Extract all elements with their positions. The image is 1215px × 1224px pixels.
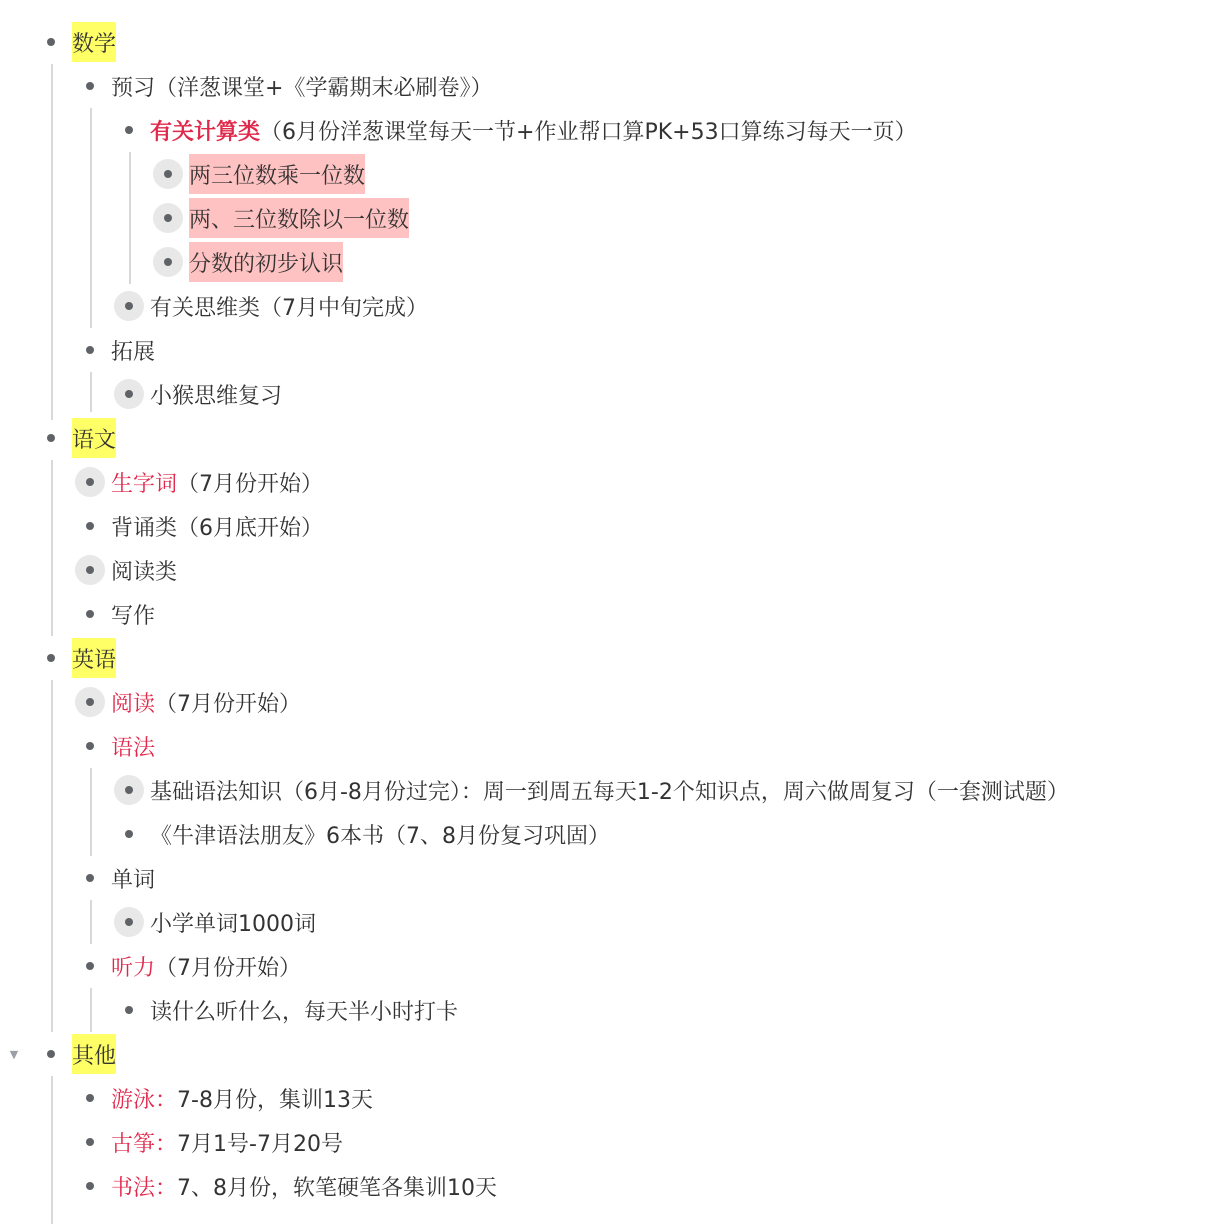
- item-note-english-reading[interactable]: （7月份开始）: [155, 691, 302, 717]
- item-label-math[interactable]: 数学: [72, 22, 116, 62]
- item-note-other-1[interactable]: 7-8月份，集训13天: [177, 1087, 373, 1113]
- outline-item-calc-1[interactable]: [153, 152, 365, 196]
- bullet-dot-icon[interactable]: [75, 1127, 105, 1157]
- guide-line-math: [51, 64, 53, 420]
- bullet-dot-icon[interactable]: [36, 423, 66, 453]
- bullet-dot-icon[interactable]: [114, 115, 144, 145]
- item-note-thinking[interactable]: （7月中旬完成）: [260, 295, 429, 321]
- item-label-english[interactable]: 英语: [72, 638, 116, 678]
- outline-item-chinese-2[interactable]: [75, 504, 323, 548]
- item-label-chinese-2[interactable]: 背诵类（6月底开始）: [111, 515, 323, 541]
- outline-item-other[interactable]: [36, 1032, 116, 1076]
- outline-item-preview[interactable]: [75, 64, 492, 108]
- bullet-dot-icon[interactable]: [75, 71, 105, 101]
- collapsed-bullet-icon[interactable]: [153, 159, 183, 189]
- outline-item-listening[interactable]: [75, 944, 301, 988]
- collapsed-bullet-icon[interactable]: [153, 203, 183, 233]
- outline-item-chinese-4[interactable]: [75, 592, 155, 636]
- outline-item-calc-2[interactable]: [153, 196, 409, 240]
- item-label-listening[interactable]: 听力: [111, 955, 156, 981]
- collapsed-bullet-icon[interactable]: [114, 907, 144, 937]
- bullet-dot-icon[interactable]: [75, 335, 105, 365]
- item-label-grammar[interactable]: 语法: [111, 735, 156, 761]
- collapsed-bullet-icon[interactable]: [153, 247, 183, 277]
- item-label-calc-2[interactable]: 两、三位数除以一位数: [189, 198, 409, 238]
- guide-line-english: [51, 680, 53, 1032]
- item-label-other[interactable]: 其他: [72, 1034, 116, 1074]
- outline-item-english-reading[interactable]: [75, 680, 301, 724]
- item-label-calc[interactable]: 有关计算类: [150, 119, 261, 145]
- item-label-calc-1[interactable]: 两三位数乘一位数: [189, 154, 365, 194]
- item-label-expand[interactable]: 拓展: [111, 339, 156, 365]
- item-label-chinese-4[interactable]: 写作: [111, 603, 156, 629]
- outline-item-grammar[interactable]: [75, 724, 155, 768]
- bullet-dot-icon[interactable]: [36, 27, 66, 57]
- item-label-thinking[interactable]: 有关思维类: [150, 295, 261, 321]
- bullet-dot-icon[interactable]: [36, 1039, 66, 1069]
- outline-item-words-child[interactable]: [114, 900, 316, 944]
- bullet-dot-icon[interactable]: [75, 511, 105, 541]
- outline-item-thinking[interactable]: [114, 284, 428, 328]
- item-label-chinese[interactable]: 语文: [72, 418, 116, 458]
- outline-item-other-1[interactable]: [75, 1076, 373, 1120]
- item-label-chinese-3[interactable]: 阅读类: [111, 559, 178, 585]
- item-label-chinese-1[interactable]: 生字词: [111, 471, 178, 497]
- bullet-dot-icon[interactable]: [75, 951, 105, 981]
- item-label-english-reading[interactable]: 阅读: [111, 691, 156, 717]
- item-note-preview[interactable]: （洋葱课堂+《学霸期末必刷卷》）: [155, 75, 493, 101]
- guide-line-grammar: [90, 768, 92, 856]
- outline-item-english[interactable]: [36, 636, 116, 680]
- item-label-other-3[interactable]: 书法：: [111, 1175, 178, 1201]
- bullet-dot-icon[interactable]: [75, 599, 105, 629]
- collapsed-bullet-icon[interactable]: [75, 687, 105, 717]
- item-label-grammar-1[interactable]: 基础语法知识（6月-8月份过完）：周一到周五每天1-2个知识点，周六做周复习（一套测试题）: [150, 779, 1069, 805]
- item-label-grammar-2[interactable]: 《牛津语法朋友》6本书（7、8月份复习巩固）: [150, 823, 610, 849]
- guide-line-expand: [90, 372, 92, 412]
- item-label-expand-child[interactable]: 小猴思维复习: [150, 383, 283, 409]
- outline-item-chinese-3[interactable]: [75, 548, 177, 592]
- bullet-dot-icon[interactable]: [36, 643, 66, 673]
- guide-line-words: [90, 900, 92, 944]
- item-label-listening-child[interactable]: 读什么听什么，每天半小时打卡: [150, 999, 459, 1025]
- collapse-triangle-icon[interactable]: ▼: [9, 1047, 19, 1061]
- bullet-dot-icon[interactable]: [114, 819, 144, 849]
- outline-item-chinese[interactable]: [36, 416, 116, 460]
- outline-item-other-3[interactable]: [75, 1164, 497, 1208]
- bullet-dot-icon[interactable]: [75, 863, 105, 893]
- outline-item-expand-child[interactable]: [114, 372, 282, 416]
- collapsed-bullet-icon[interactable]: [114, 775, 144, 805]
- collapsed-bullet-icon[interactable]: [75, 467, 105, 497]
- outline-item-grammar-1[interactable]: [114, 768, 1069, 812]
- item-note-chinese-1[interactable]: （7月份开始）: [177, 471, 324, 497]
- collapsed-bullet-icon[interactable]: [114, 291, 144, 321]
- item-label-other-2[interactable]: 古筝：: [111, 1131, 178, 1157]
- bullet-dot-icon[interactable]: [75, 1083, 105, 1113]
- guide-line-chinese: [51, 460, 53, 636]
- outline-item-words[interactable]: [75, 856, 155, 900]
- outline-item-math[interactable]: [36, 20, 116, 64]
- item-label-other-1[interactable]: 游泳：: [111, 1087, 178, 1113]
- collapsed-bullet-icon[interactable]: [75, 555, 105, 585]
- outline-item-listening-child[interactable]: [114, 988, 458, 1032]
- outline-item-calc-3[interactable]: [153, 240, 343, 284]
- guide-line-calc: [129, 152, 131, 284]
- outline-item-calc[interactable]: [114, 108, 917, 152]
- outline-item-chinese-1[interactable]: [75, 460, 323, 504]
- item-label-calc-3[interactable]: 分数的初步认识: [189, 242, 343, 282]
- guide-line-preview: [90, 108, 92, 328]
- bullet-dot-icon[interactable]: [75, 731, 105, 761]
- item-note-listening[interactable]: （7月份开始）: [155, 955, 302, 981]
- bullet-dot-icon[interactable]: [75, 1171, 105, 1201]
- item-note-other-3[interactable]: 7、8月份，软笔硬笔各集训10天: [177, 1175, 498, 1201]
- item-label-preview[interactable]: 预习: [111, 75, 156, 101]
- item-note-calc[interactable]: （6月份洋葱课堂每天一节+作业帮口算PK+53口算练习每天一页）: [260, 119, 917, 145]
- outline-item-other-2[interactable]: [75, 1120, 343, 1164]
- item-note-other-2[interactable]: 7月1号-7月20号: [177, 1131, 343, 1157]
- outline-item-grammar-2[interactable]: [114, 812, 610, 856]
- collapsed-bullet-icon[interactable]: [114, 379, 144, 409]
- item-label-words[interactable]: 单词: [111, 867, 156, 893]
- item-label-words-child[interactable]: 小学单词1000词: [150, 911, 316, 937]
- guide-line-other: [51, 1076, 53, 1224]
- guide-line-listening: [90, 988, 92, 1032]
- bullet-dot-icon[interactable]: [114, 995, 144, 1025]
- outline-item-expand[interactable]: [75, 328, 155, 372]
